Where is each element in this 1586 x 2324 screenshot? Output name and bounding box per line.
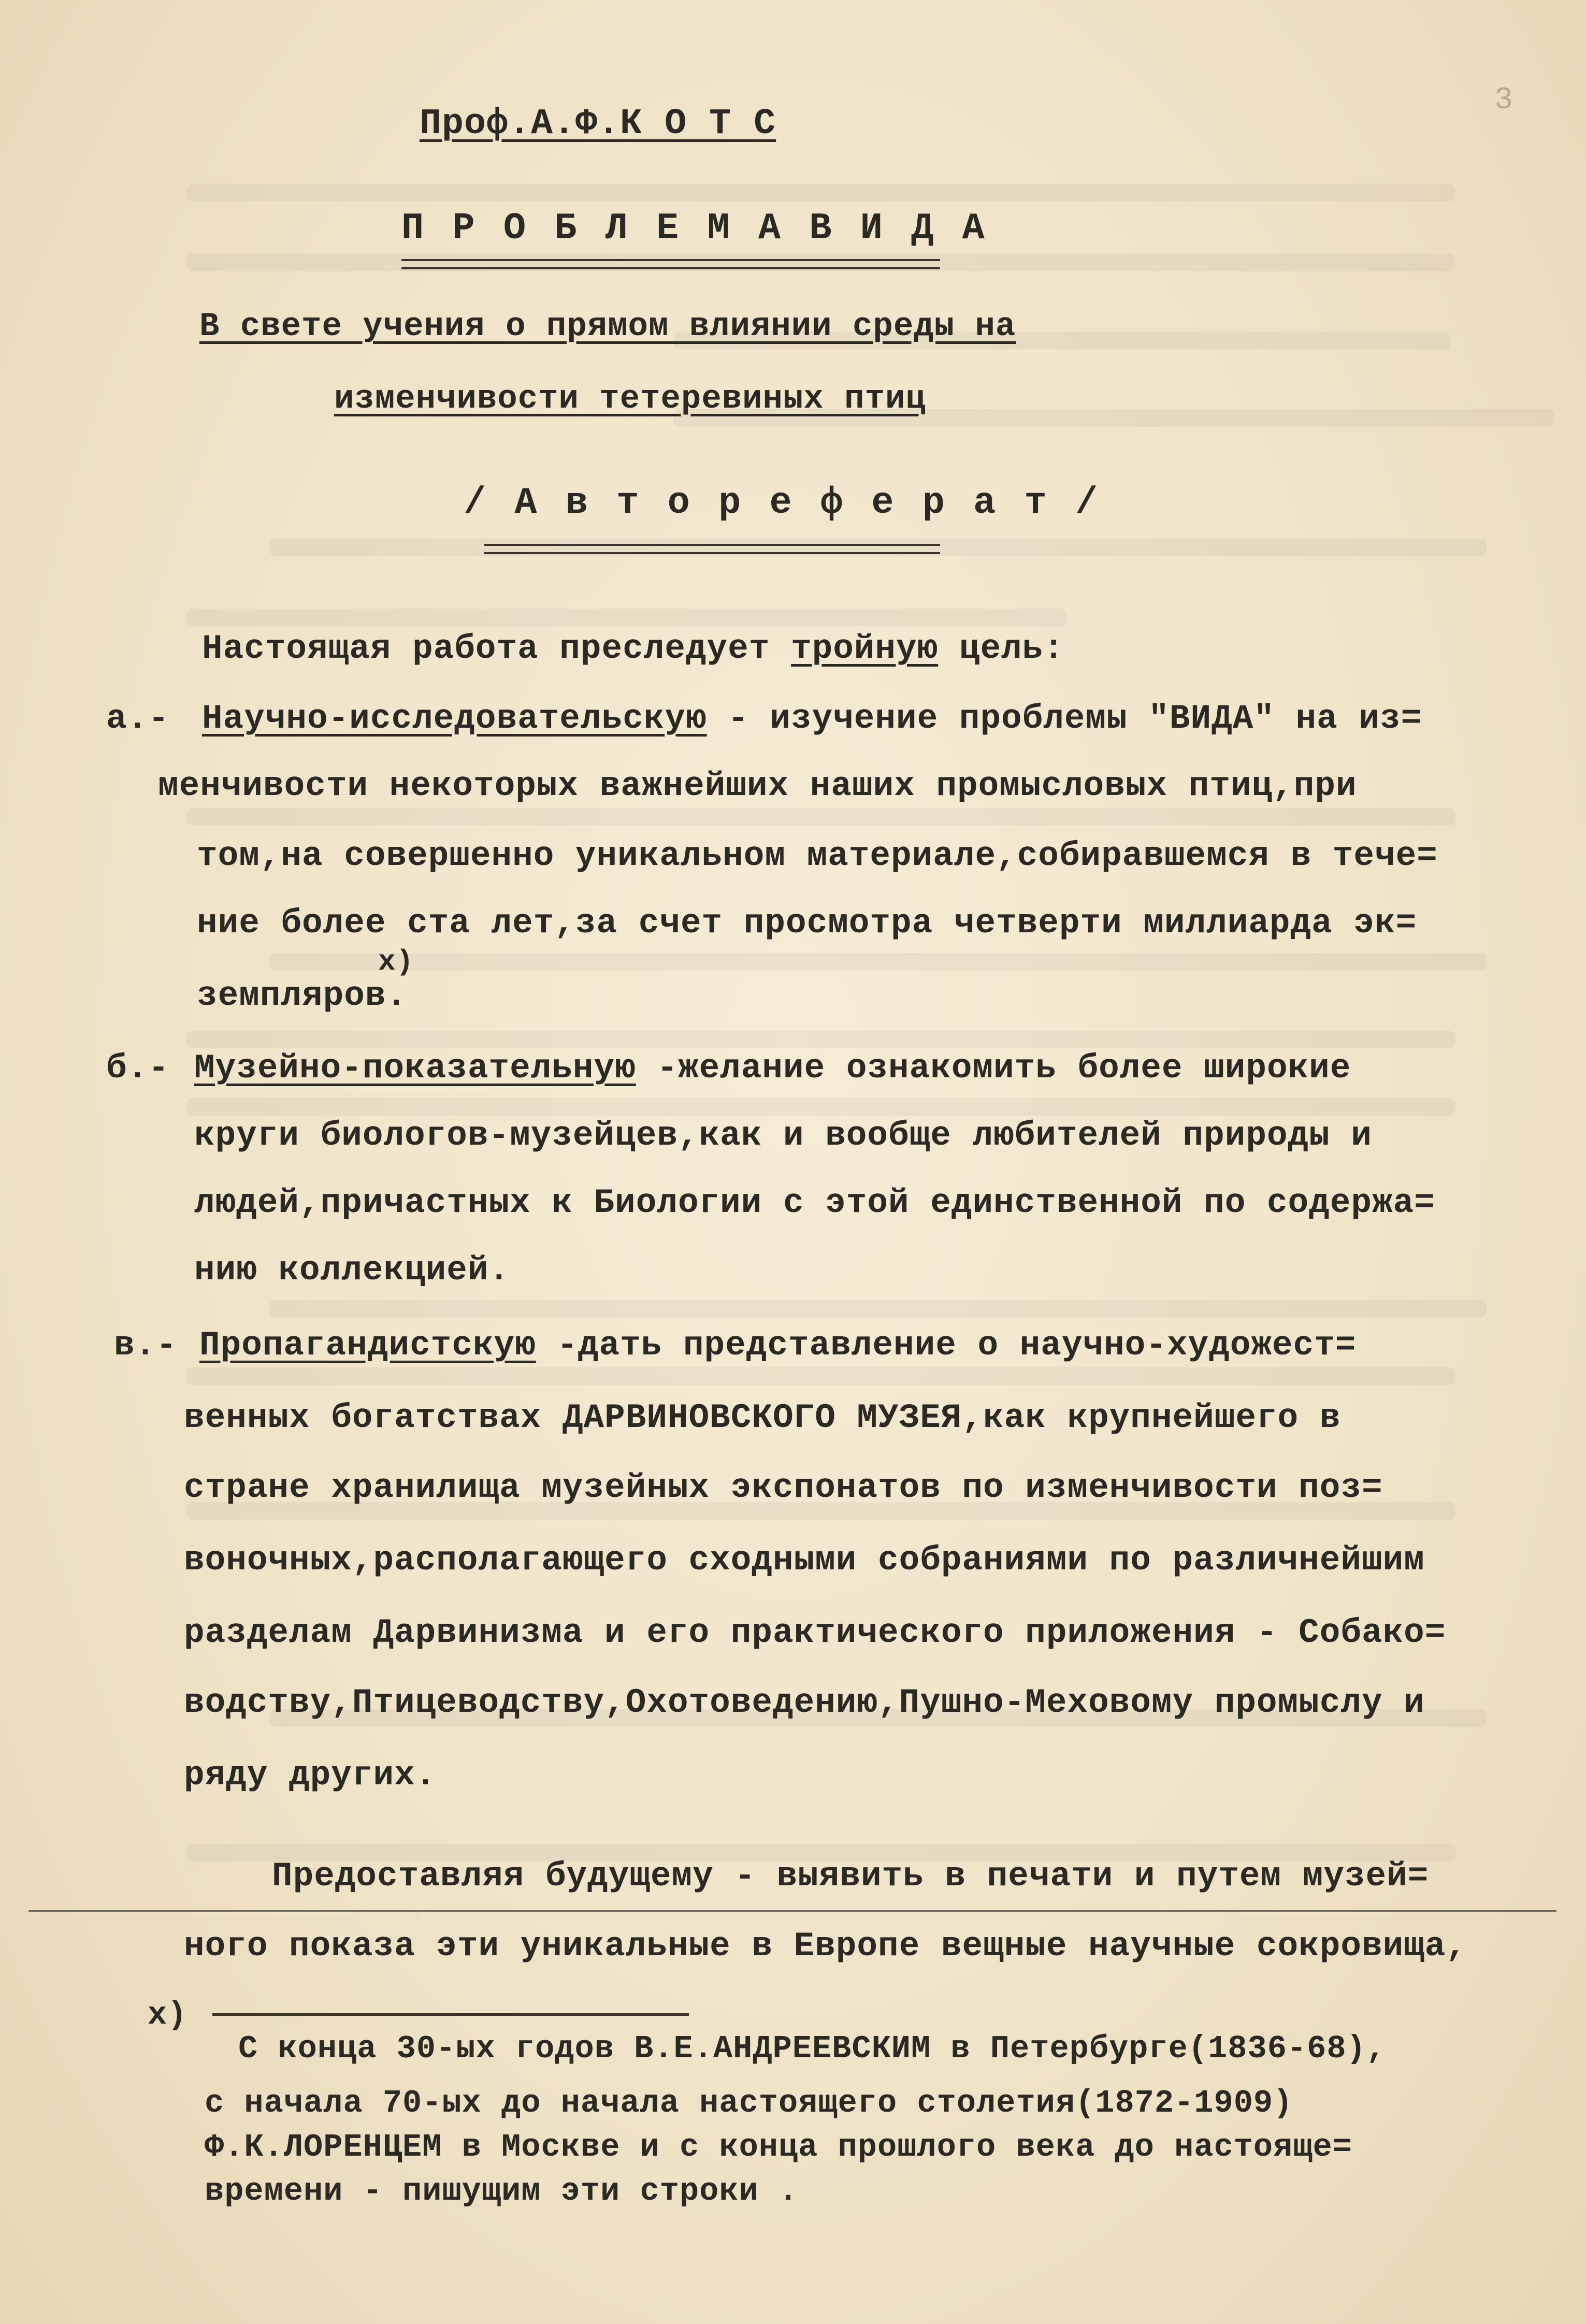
item-c-line-2: венных богатствах ДАРВИНОВСКОГО МУЗЕЯ,как крупнейшего в (184, 1398, 1341, 1437)
item-c-term: Пропагандистскую (199, 1326, 536, 1365)
item-c-line-1-rest: -дать представление о научно-художест= (536, 1326, 1357, 1365)
item-c-line-5: разделам Дарвинизма и его практического приложения - Собако= (184, 1613, 1446, 1652)
item-a-marker: а.- (106, 699, 169, 738)
item-c-marker: в.- (114, 1326, 177, 1365)
footnote-line-4: времени - пишущим эти строки . (205, 2173, 799, 2210)
item-c-line-7: ряду других. (184, 1756, 437, 1795)
item-b-line-3: людей,причастных к Биологии с этой единственной по содержа= (194, 1183, 1435, 1222)
item-a-line-1-rest: - изучение проблемы "ВИДА" на из= (707, 699, 1422, 738)
item-b-term: Музейно-показательную (194, 1049, 636, 1088)
item-c-line-3: стране хранилища музейных экспонатов по изменчивости поз= (184, 1468, 1383, 1507)
page-number: 3 (1494, 83, 1513, 118)
item-b-line-2: круги биологов-музейцев,как и вообще любителей природы и (194, 1116, 1372, 1155)
footnote-line-1: С конца 30-ых годов В.Е.АНДРЕЕВСКИМ в Петербурге(1836-68), (238, 2030, 1386, 2067)
closing-line-2: ного показа эти уникальные в Европе вещные научные сокровища, (184, 1927, 1467, 1966)
item-b-line-1-rest: -желание ознакомить более широкие (636, 1049, 1351, 1088)
subtitle-line-2: изменчивости тетеревиных птиц (334, 381, 926, 418)
item-a-line-2: менчивости некоторых важнейших наших промысловых птиц,при (158, 767, 1357, 805)
closing-line-1: Предоставляя будущему - выявить в печати и путем музей= (272, 1857, 1429, 1896)
footnote-reference: х) (378, 945, 414, 978)
abstract-label: / А в т о р е ф е р а т / (464, 482, 1101, 524)
item-a-line-3: том,на совершенно уникальном материале,собиравшемся в тече= (197, 836, 1438, 875)
item-b-line-1 (194, 1049, 1351, 1088)
item-a-term: Научно-исследовательскую (202, 699, 707, 738)
footnote-mark: х) (148, 1997, 188, 2033)
document-title: П Р О Б Л Е М А В И Д А (401, 207, 988, 250)
item-c-line-4: воночных,располагающего сходными собраниями по различнейшим (184, 1541, 1425, 1580)
item-a-line-1 (202, 699, 1422, 738)
footnote-rule (212, 2013, 689, 2016)
item-a-line-5: земпляров. (197, 976, 408, 1015)
subtitle-line-1: В свете учения о прямом влиянии среды на (199, 308, 1016, 345)
item-c-line-1 (199, 1326, 1356, 1365)
item-c-line-6: водству,Птицеводству,Охотоведению,Пушно-Меховому промыслу и (184, 1683, 1425, 1722)
intro-after: цель: (938, 629, 1064, 668)
item-b-marker: б.- (106, 1049, 169, 1088)
footnote-separator-faint (28, 1910, 1556, 1912)
title-double-underline (401, 259, 940, 269)
intro-line (202, 629, 1064, 668)
intro-underlined: тройную (790, 629, 939, 668)
author-line: Проф.А.Ф.К О Т С (420, 104, 776, 145)
intro-before: Настоящая работа преследует (202, 629, 791, 668)
item-a-line-4: ние более ста лет,за счет просмотра четверти миллиарда эк= (197, 904, 1417, 943)
abstract-double-underline (484, 544, 940, 554)
footnote-line-2: с начала 70-ых до начала настоящего столетия(1872-1909) (205, 2085, 1293, 2121)
item-b-line-4: нию коллекцией. (194, 1251, 510, 1290)
footnote-line-3: Ф.К.ЛОРЕНЦЕМ в Москве и с конца прошлого века до настояще= (205, 2129, 1352, 2166)
